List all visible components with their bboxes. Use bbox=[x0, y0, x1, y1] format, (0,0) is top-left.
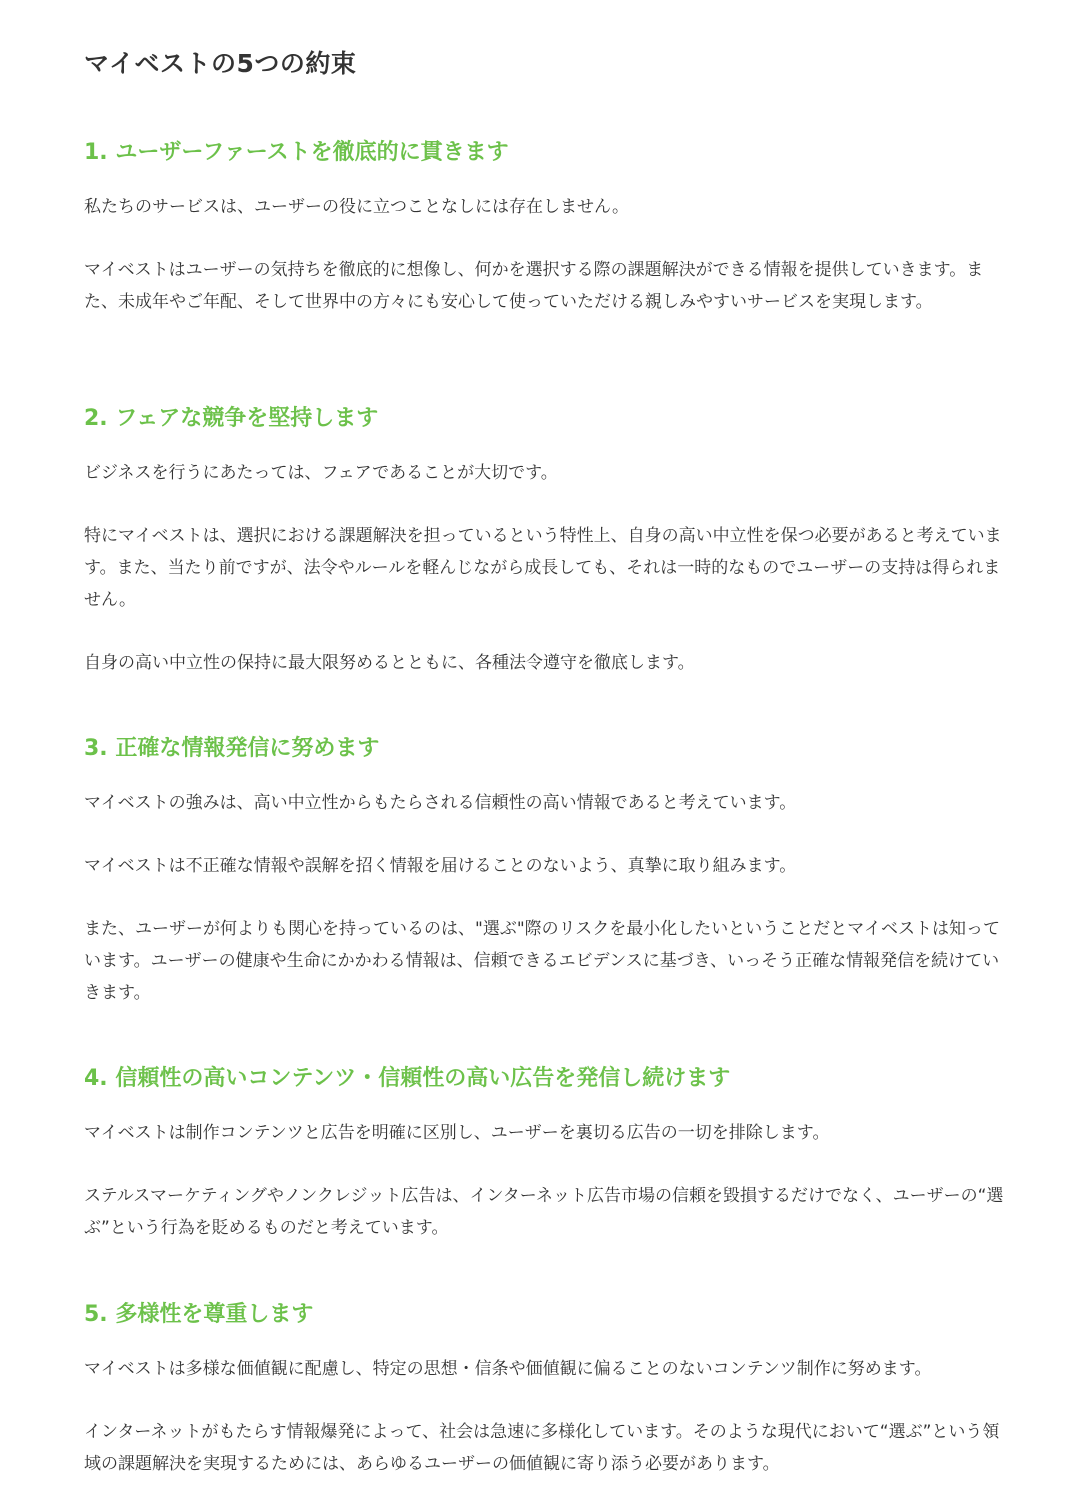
section-paragraph: ステルスマーケティングやノンクレジット広告は、インターネット広告市場の信頼を毀損するだけでなく、ユーザーの“選ぶ”という行為を貶めるものだと考えています。 bbox=[84, 1186, 1004, 1238]
promise-section-3 bbox=[84, 733, 1014, 1009]
section-heading: 2. フェアな競争を堅持します bbox=[84, 406, 379, 431]
section-paragraph: インターネットがもたらす情報爆発によって、社会は急速に多様化しています。そのような現代において“選ぶ”という領域の課題解決を実現するためには、あらゆるユーザーの価値観に寄り添う必要があります。 bbox=[84, 1422, 1000, 1474]
section-paragraph: 私たちのサービスは、ユーザーの役に立つことなしには存在しません。 bbox=[84, 197, 630, 217]
section-heading: 1. ユーザーファーストを徹底的に貫きます bbox=[84, 140, 509, 165]
section-heading: 5. 多様性を尊重します bbox=[84, 1302, 314, 1327]
section-paragraph: また、ユーザーが何よりも関心を持っているのは、"選ぶ"際のリスクを最小化したいということだとマイベストは知っています。ユーザーの健康や生命にかかわる情報は、信頼できるエビデンスに基づき、いっそう正確な情報発信を続けていきます。 bbox=[84, 919, 1000, 1003]
promise-section-4 bbox=[84, 1063, 1014, 1244]
section-heading: 4. 信頼性の高いコンテンツ・信頼性の高い広告を発信し続けます bbox=[84, 1066, 731, 1091]
section-paragraph: マイベストは不正確な情報や誤解を招く情報を届けることのないよう、真摯に取り組みます。 bbox=[84, 856, 797, 876]
section-heading: 3. 正確な情報発信に努めます bbox=[84, 736, 380, 761]
section-paragraph: マイベストは多様な価値観に配慮し、特定の思想・信条や価値観に偏ることのないコンテンツ制作に努めます。 bbox=[84, 1359, 932, 1379]
section-paragraph: マイベストはユーザーの気持ちを徹底的に想像し、何かを選択する際の課題解決ができる情報を提供していきます。また、未成年やご年配、そして世界中の方々にも安心して使っていただける親しみやすいサービスを実現します。 bbox=[84, 260, 984, 312]
page-title: マイベストの5つの約束 bbox=[84, 49, 357, 78]
section-paragraph: マイベストは制作コンテンツと広告を明確に区別し、ユーザーを裏切る広告の一切を排除します。 bbox=[84, 1123, 830, 1143]
promise-section-2 bbox=[84, 403, 1014, 679]
section-paragraph: マイベストの強みは、高い中立性からもたらされる信頼性の高い情報であると考えています。 bbox=[84, 793, 797, 813]
promise-section-1 bbox=[84, 137, 1014, 318]
promise-section-5 bbox=[84, 1299, 1014, 1480]
section-paragraph: 自身の高い中立性の保持に最大限努めるとともに、各種法令遵守を徹底します。 bbox=[84, 653, 695, 673]
section-paragraph: ビジネスを行うにあたっては、フェアであることが大切です。 bbox=[84, 463, 558, 483]
section-paragraph: 特にマイベストは、選択における課題解決を担っているという特性上、自身の高い中立性を保つ必要があると考えています。また、当たり前ですが、法令やルールを軽んじながら成長しても、それは一時的なものでユーザーの支持は得られません。 bbox=[84, 526, 1002, 610]
